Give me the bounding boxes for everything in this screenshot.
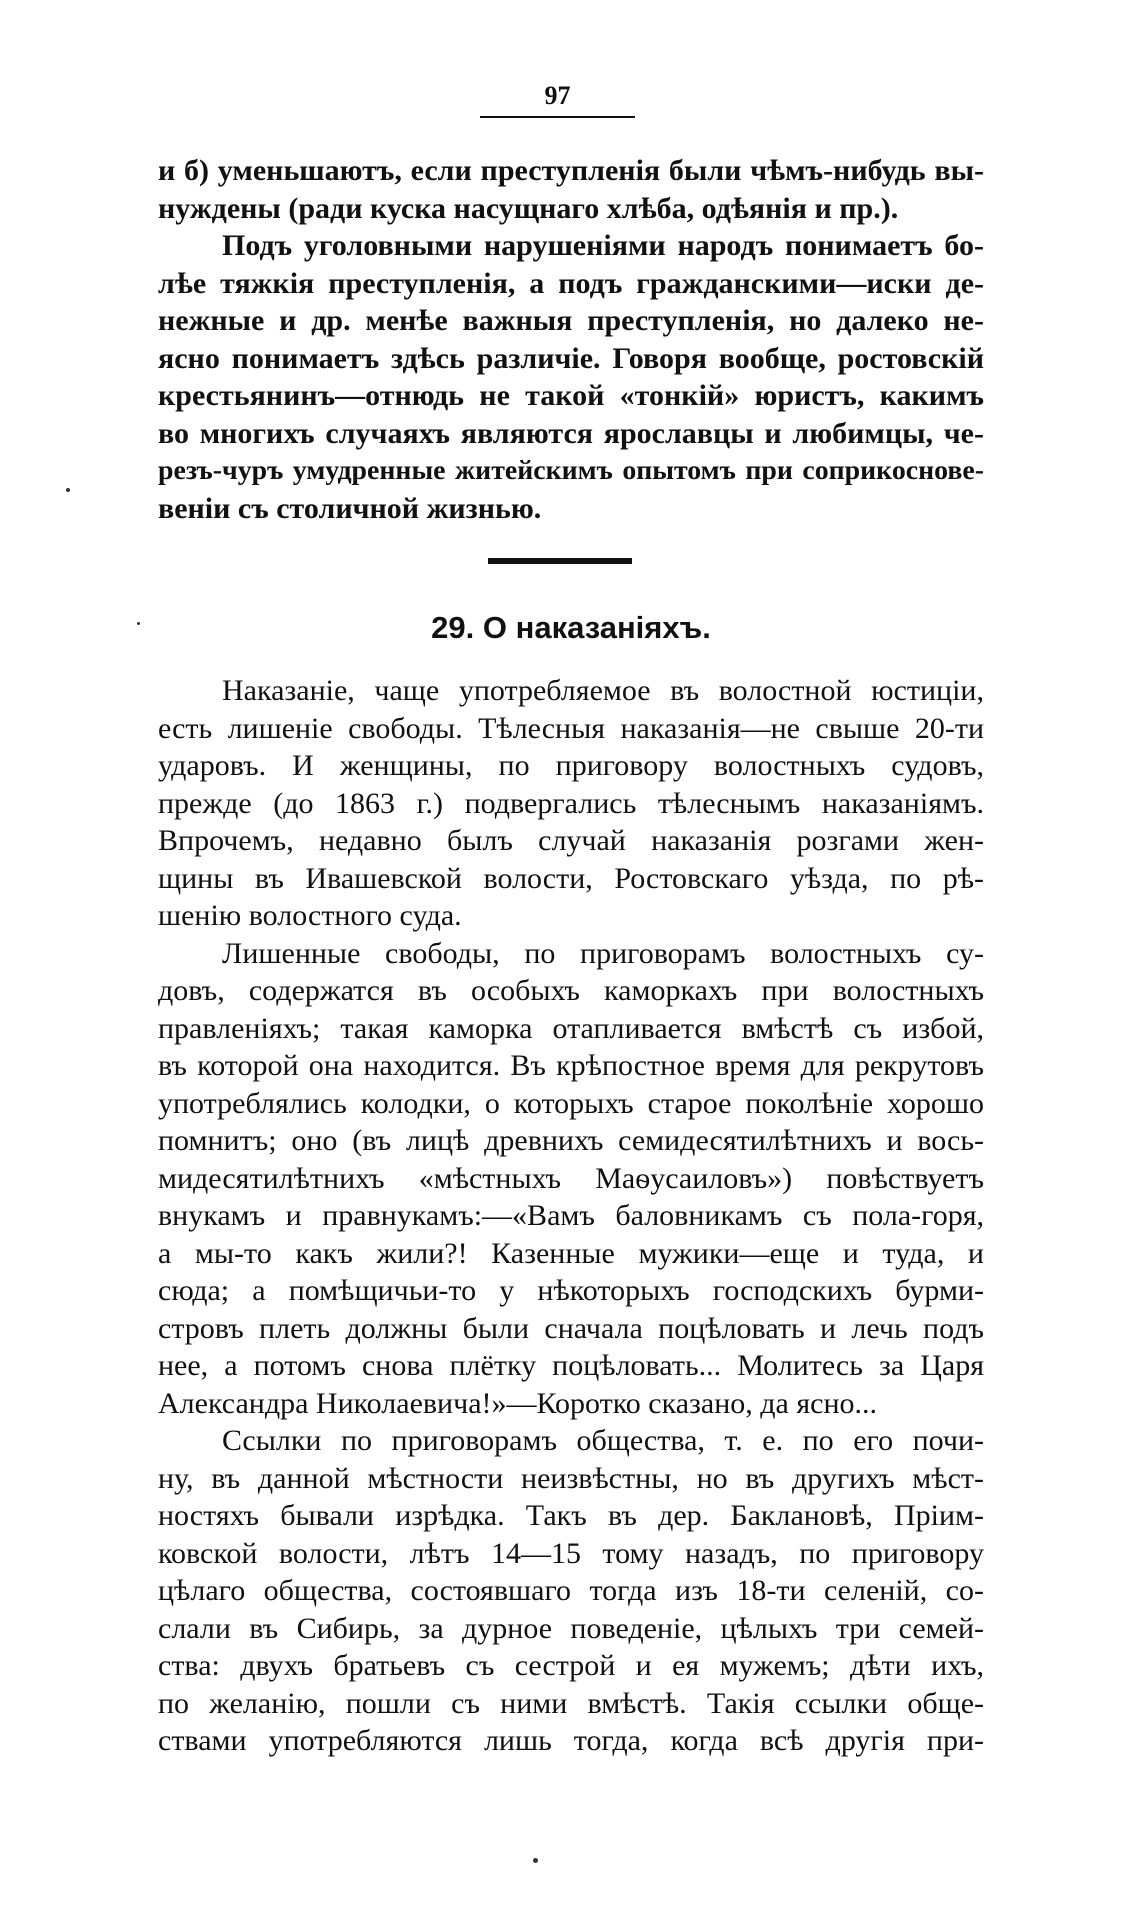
text-line: правленіяхъ; такая каморка отапливается вмѣстѣ съ избой, [158,1011,984,1045]
text-line: Александра Николаевича!»—Коротко сказано, да ясно... [158,1386,878,1420]
text-line: и б) уменьшаютъ, если преступленія были чѣмъ-нибудь вы- [158,154,984,187]
text-line: лѣе тяжкія преступленія, а подъ гражданскими—иски де- [158,266,984,300]
text-line: прежде (до 1863 г.) подвергались тѣлеснымъ наказаніямъ. [158,786,984,820]
text-line: мидесятилѣтнихъ «мѣстныхъ Маѳусаиловъ») повѣствуетъ [158,1161,984,1195]
text-line: цѣлаго общества, состоявшаго тогда изъ 18-ти селеній, со- [158,1574,984,1607]
section-heading: 29. О наказаніяхъ. [431,610,711,645]
text-line: шенію волостного суда. [158,899,462,932]
scan-speck [533,1858,538,1863]
text-line: Впрочемъ, недавно былъ случай наказанія розгами жен- [158,824,984,857]
text-line: ну, въ данной мѣстности неизвѣстны, но въ другихъ мѣст- [158,1461,984,1495]
text-line: ностяхъ бывали изрѣдка. Такъ въ дер. Баклановѣ, Пріим- [158,1499,984,1532]
top-paragraph-1 [158,152,984,227]
text-line: слали въ Сибирь, за дурное поведеніе, цѣлыхъ три семей- [158,1611,984,1645]
text-line: резъ-чуръ умудренные житейскимъ опытомъ при соприкоснове- [158,455,984,486]
scan-speck [137,622,140,625]
text-line: нежные и др. менѣе важныя преступленія, но далеко не- [158,304,984,337]
text-line: Подъ уголовными нарушеніями народъ понимаетъ бо- [222,229,984,262]
text-line: нуждены (ради куска насущнаго хлѣба, одѣянія и пр.). [158,191,899,225]
text-line: ковской волости, лѣтъ 14—15 тому назадъ, по приговору [158,1536,984,1570]
text-line: ясно понимаетъ здѣсь различіе. Говоря вообще, ростовскій [158,341,984,375]
text-line: ства: двухъ братьевъ съ сестрой и ея мужемъ; дѣти ихъ, [158,1649,984,1682]
text-line: Ссылки по приговорамъ общества, т. е. по его почи- [222,1424,984,1457]
text-line: по желанію, пошли съ ними вмѣстѣ. Такія ссылки обще- [158,1686,984,1720]
body-paragraph-1 [158,672,984,935]
text-line: стровъ плеть должны были сначала поцѣловать и лечь подъ [158,1311,984,1345]
text-line: во многихъ случаяхъ являются ярославцы и любимцы, че- [158,416,984,450]
text-line: помнитъ; оно (въ лицѣ древнихъ семидесятилѣтнихъ и вось- [158,1124,984,1157]
section-divider [488,558,632,564]
text-line: внукамъ и правнукамъ:—«Вамъ баловникамъ съ пола-горя, [158,1199,984,1232]
page-number: 97 [480,80,635,118]
text-line: крестьянинъ—отнюдь не такой «тонкій» юристъ, какимъ [158,379,984,412]
body-section [158,672,984,1760]
text-line: есть лишеніе свободы. Тѣлесныя наказанія—не свыше 20-ти [158,711,984,745]
scan-speck [66,488,70,492]
text-line: Лишенные свободы, по приговорамъ волостныхъ су- [222,936,984,970]
text-line: употреблялись колодки, о которыхъ старое поколѣніе хорошо [158,1086,984,1120]
text-line: щины въ Ивашевской волости, Ростовскаго уѣзда, по рѣ- [158,861,984,895]
text-line: сюда; а помѣщичьи-то у нѣкоторыхъ господскихъ бурми- [158,1274,984,1307]
text-line: веніи съ столичной жизнью. [158,491,542,525]
top-paragraph-2 [158,227,984,527]
text-line: ствами употребляются лишь тогда, когда всѣ другія при- [158,1724,984,1757]
text-line: а мы-то какъ жили?! Казенные мужики—еще и туда, и [158,1236,984,1270]
text-line: нее, а потомъ снова плётку поцѣловать... Молитесь за Царя [158,1349,984,1382]
body-paragraph-3 [158,1422,984,1760]
text-line: довъ, содержатся въ особыхъ каморкахъ при волостныхъ [158,974,984,1007]
top-section [158,152,984,527]
text-line: ударовъ. И женщины, по приговору волостныхъ судовъ, [158,749,984,782]
text-line: Наказаніе, чаще употребляемое въ волостной юстиціи, [222,674,984,707]
text-line: въ которой она находится. Въ крѣпостное время для рекрутовъ [158,1049,984,1082]
body-paragraph-2 [158,935,984,1423]
